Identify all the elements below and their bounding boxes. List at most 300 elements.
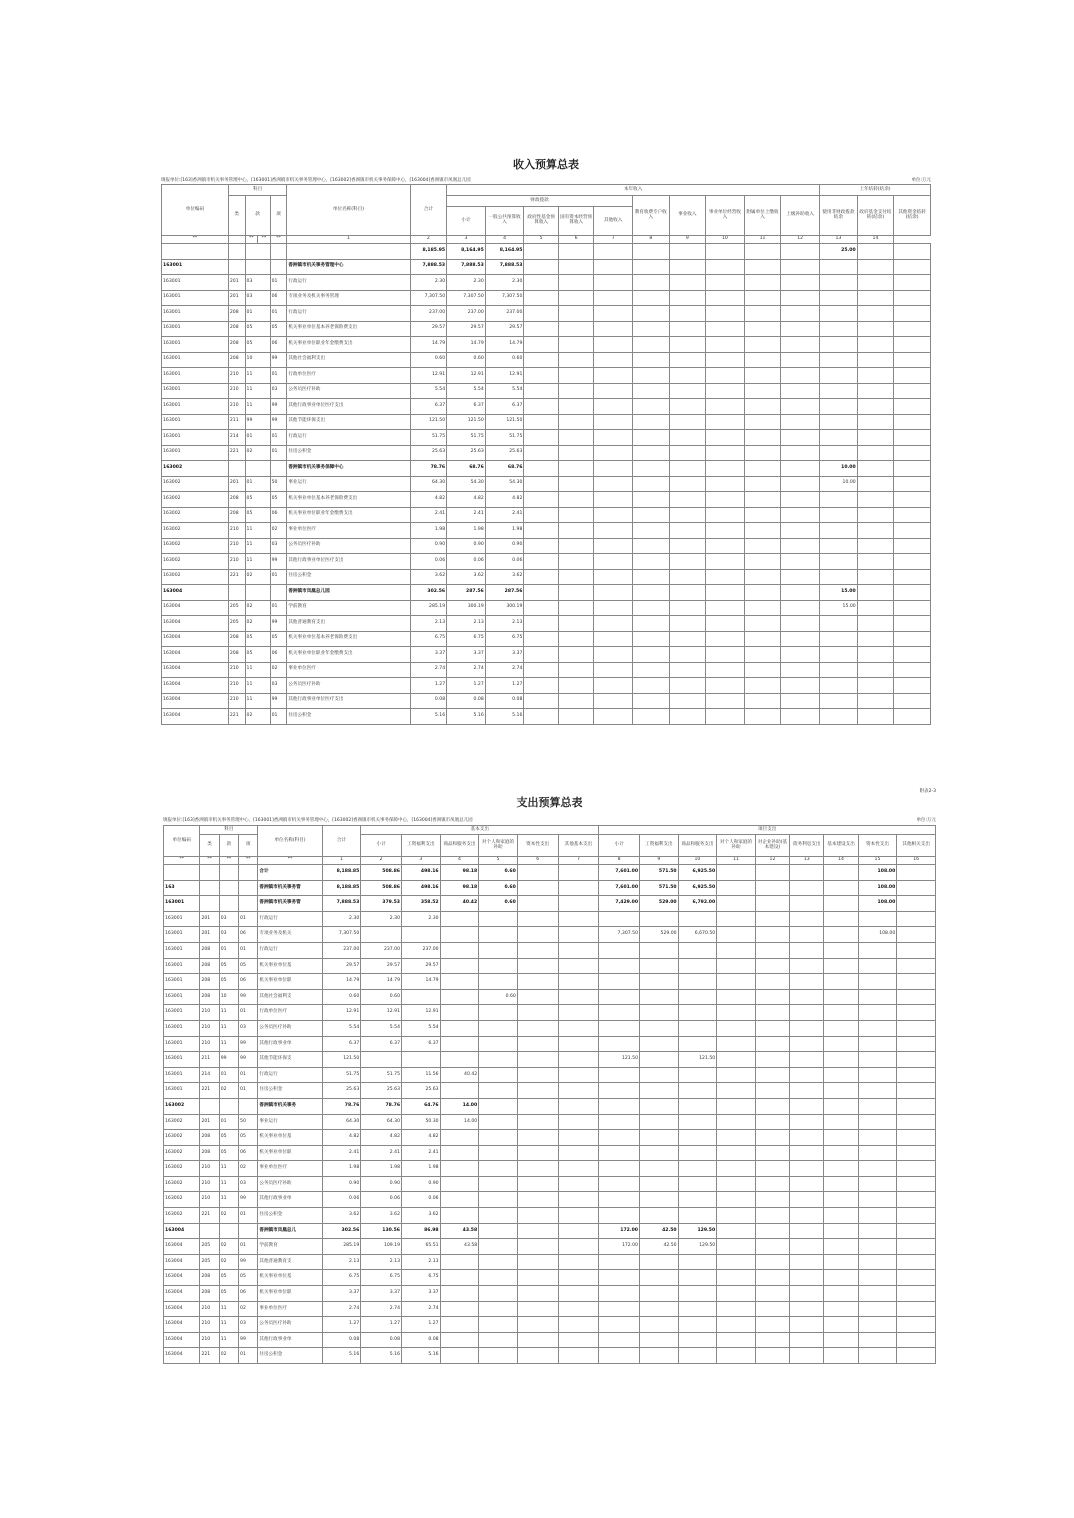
- goods-cell: [440, 974, 479, 990]
- unit-code-cell: 163004: [162, 709, 229, 725]
- general-public-cell: 7,307.50: [485, 290, 524, 306]
- subtotal-cell: 51.75: [447, 430, 486, 446]
- p-subtotal-cell: [599, 1083, 640, 1099]
- empty-cell: [897, 1254, 936, 1270]
- empty-cell: [558, 1176, 599, 1192]
- p-wages-cell: [640, 1161, 679, 1177]
- empty-cell: [633, 244, 670, 260]
- expense-page-label: 附表2-3: [919, 789, 936, 794]
- unit-code-cell: 163002: [162, 492, 229, 508]
- unit-name-cell: 住房公积金: [258, 1348, 322, 1364]
- table-row: [164, 1005, 936, 1021]
- empty-cell: [790, 1067, 824, 1083]
- unit-code-cell: 163002: [162, 476, 229, 492]
- col-kuan: 款: [245, 196, 270, 236]
- empty-cell: [669, 569, 706, 585]
- p-goods-cell: [678, 1005, 717, 1021]
- empty-cell: [594, 678, 633, 694]
- col-subject: 科目: [200, 826, 258, 835]
- empty-cell: [558, 1161, 599, 1177]
- empty-cell: [633, 523, 670, 539]
- empty-cell: [717, 1067, 756, 1083]
- kuan-cell: [219, 1098, 238, 1114]
- subtotal-cell: 29.57: [361, 958, 402, 974]
- empty-cell: [717, 1020, 756, 1036]
- lei-cell: 208: [200, 1286, 219, 1302]
- empty-cell: [755, 989, 789, 1005]
- p-wages-cell: 42.50: [640, 1239, 679, 1255]
- empty-cell: [824, 927, 858, 943]
- wages-cell: [402, 1052, 441, 1068]
- empty-cell: [524, 523, 558, 539]
- unit-name-cell: 香洲镇市机关事务管: [258, 880, 322, 896]
- empty-cell: [894, 585, 931, 601]
- empty-cell: [558, 1208, 599, 1224]
- index-cell: 9: [640, 857, 679, 865]
- p-capital-cell: [858, 1067, 897, 1083]
- empty-cell: [755, 942, 789, 958]
- empty-cell: [558, 430, 594, 446]
- lei-cell: [228, 461, 245, 477]
- index-cell: **: [245, 236, 258, 244]
- unit-code-cell: 163002: [164, 1130, 200, 1146]
- unit-name-cell: 行政运行: [258, 1067, 322, 1083]
- p-capital-cell: [858, 1145, 897, 1161]
- empty-cell: [824, 1005, 858, 1021]
- empty-cell: [790, 1223, 824, 1239]
- empty-cell: [744, 306, 781, 322]
- wages-cell: 2.41: [402, 1145, 441, 1161]
- empty-cell: [790, 880, 824, 896]
- empty-cell: [824, 911, 858, 927]
- unit-name-cell: 住房公积金: [258, 1208, 322, 1224]
- unit-code-cell: 163004: [164, 1348, 200, 1364]
- unit-name-cell: 学前教育: [258, 1239, 322, 1255]
- unit-code-cell: 163004: [164, 1332, 200, 1348]
- p-goods-cell: [678, 1067, 717, 1083]
- xiang-cell: 01: [239, 1208, 258, 1224]
- personal-cell: [479, 1020, 518, 1036]
- empty-cell: [781, 600, 820, 616]
- p-capital-cell: [858, 1192, 897, 1208]
- empty-cell: [781, 709, 820, 725]
- carry-fiscal-cell: [820, 306, 858, 322]
- xiang-cell: 03: [239, 1020, 258, 1036]
- carry-fiscal-cell: [820, 414, 858, 430]
- kuan-cell: 10: [219, 989, 238, 1005]
- total-cell: 8,185.95: [410, 244, 447, 260]
- index-cell: **: [162, 236, 229, 244]
- empty-cell: [558, 1348, 599, 1364]
- lei-cell: 210: [228, 554, 245, 570]
- total-cell: 8,188.85: [322, 865, 361, 881]
- wages-cell: 11.56: [402, 1067, 441, 1083]
- empty-cell: [744, 476, 781, 492]
- subtotal-cell: 237.00: [361, 942, 402, 958]
- empty-cell: [706, 600, 745, 616]
- empty-cell: [558, 1301, 599, 1317]
- empty-cell: [824, 1301, 858, 1317]
- empty-cell: [717, 1317, 756, 1333]
- empty-cell: [594, 476, 633, 492]
- empty-cell: [744, 445, 781, 461]
- empty-cell: [558, 662, 594, 678]
- table-row: [164, 1301, 936, 1317]
- empty-cell: [706, 399, 745, 415]
- empty-cell: [717, 1270, 756, 1286]
- p-goods-cell: [678, 1332, 717, 1348]
- carry-fiscal-cell: [820, 352, 858, 368]
- total-cell: 2.13: [322, 1254, 361, 1270]
- general-public-cell: 8,164.95: [485, 244, 524, 260]
- empty-cell: [669, 600, 706, 616]
- unit-name-cell: 公务员医疗补助: [287, 538, 410, 554]
- carry-fiscal-cell: [820, 507, 858, 523]
- p-capital-cell: 108.00: [858, 880, 897, 896]
- kuan-cell: 03: [245, 290, 270, 306]
- empty-cell: [755, 1145, 789, 1161]
- empty-cell: [717, 1208, 756, 1224]
- empty-cell: [894, 337, 931, 353]
- empty-cell: [633, 399, 670, 415]
- xiang-cell: [239, 1223, 258, 1239]
- subtotal-cell: 4.82: [361, 1130, 402, 1146]
- unit-code-cell: 163001: [162, 259, 229, 275]
- col-unit-code: 单位编码: [164, 826, 200, 857]
- carry-fiscal-cell: [820, 321, 858, 337]
- empty-cell: [717, 1286, 756, 1302]
- goods-cell: [440, 1005, 479, 1021]
- empty-cell: [717, 974, 756, 990]
- unit-name-cell: 事业单位医疗: [258, 1301, 322, 1317]
- p-capital-cell: [858, 1161, 897, 1177]
- p-capital-cell: [858, 1052, 897, 1068]
- unit-code-cell: 163: [164, 880, 200, 896]
- empty-cell: [790, 1254, 824, 1270]
- kuan-cell: 11: [219, 1161, 238, 1177]
- table-row: [164, 1145, 936, 1161]
- empty-cell: [706, 585, 745, 601]
- empty-cell: [744, 647, 781, 663]
- empty-cell: [633, 492, 670, 508]
- total-cell: 0.08: [322, 1332, 361, 1348]
- goods-cell: [440, 1254, 479, 1270]
- empty-cell: [706, 445, 745, 461]
- subtotal-cell: 0.06: [361, 1192, 402, 1208]
- p-capital-cell: [858, 1208, 897, 1224]
- empty-cell: [717, 1145, 756, 1161]
- unit-name-cell: 其他行政事业单位医疗支出: [287, 554, 410, 570]
- xiang-cell: 99: [270, 352, 287, 368]
- xiang-cell: 99: [239, 1192, 258, 1208]
- unit-code-cell: 163001: [162, 414, 229, 430]
- empty-cell: [558, 244, 594, 260]
- empty-cell: [633, 554, 670, 570]
- carry-fiscal-cell: 10.00: [820, 461, 858, 477]
- subtotal-cell: 5.54: [447, 383, 486, 399]
- xiang-cell: 06: [270, 647, 287, 663]
- empty-cell: [781, 476, 820, 492]
- income-table-body: [162, 244, 931, 725]
- unit-code-cell: 163004: [162, 647, 229, 663]
- p-capital-cell: [858, 1286, 897, 1302]
- empty-cell: [857, 709, 894, 725]
- kuan-cell: 01: [245, 476, 270, 492]
- unit-code-cell: 163002: [162, 538, 229, 554]
- col-kuan: 款: [219, 835, 238, 857]
- subtotal-cell: [361, 1052, 402, 1068]
- empty-cell: [781, 275, 820, 291]
- expense-unit-label: 单位:万元: [916, 818, 936, 823]
- empty-cell: [558, 461, 594, 477]
- unit-name-cell: 机关事业单位职业年金缴费支出: [287, 507, 410, 523]
- table-row: [164, 958, 936, 974]
- unit-code-cell: 163004: [164, 1270, 200, 1286]
- expense-filing-unit: 填报单位:[163]香洲镇市机关事务管理中心，[163001]香洲镇市机关事务管理中心，[163002]香洲镇市机关事务保障中心，[163004]香洲镇市凤凰总儿园: [163, 818, 473, 823]
- empty-cell: [790, 1286, 824, 1302]
- empty-cell: [755, 880, 789, 896]
- empty-cell: [669, 445, 706, 461]
- total-cell: 2.41: [410, 507, 447, 523]
- empty-cell: [706, 662, 745, 678]
- empty-cell: [744, 337, 781, 353]
- empty-cell: [744, 461, 781, 477]
- kuan-cell: 11: [245, 399, 270, 415]
- empty-cell: [790, 1317, 824, 1333]
- kuan-cell: 11: [219, 1332, 238, 1348]
- empty-cell: [894, 259, 931, 275]
- empty-cell: [517, 1114, 558, 1130]
- xiang-cell: 06: [270, 337, 287, 353]
- lei-cell: 208: [228, 321, 245, 337]
- empty-cell: [857, 616, 894, 632]
- lei-cell: 208: [200, 974, 219, 990]
- empty-cell: [669, 693, 706, 709]
- table-row: [164, 911, 936, 927]
- carry-fiscal-cell: [820, 662, 858, 678]
- total-cell: 7,307.50: [322, 927, 361, 943]
- lei-cell: 201: [228, 290, 245, 306]
- wages-cell: 2.30: [402, 911, 441, 927]
- total-cell: 64.30: [322, 1114, 361, 1130]
- col-p-personal: 对个人和家庭的补助: [717, 835, 756, 857]
- xiang-cell: 99: [270, 554, 287, 570]
- index-cell: 2: [361, 857, 402, 865]
- col-other-income: 其他收入: [594, 207, 633, 236]
- empty-cell: [790, 1192, 824, 1208]
- subtotal-cell: 6.37: [447, 399, 486, 415]
- empty-cell: [558, 678, 594, 694]
- unit-name-cell: 住房公积金: [287, 445, 410, 461]
- general-public-cell: 300.19: [485, 600, 524, 616]
- empty-cell: [744, 492, 781, 508]
- col-carryover: 上年结转(结余): [820, 185, 931, 196]
- empty-cell: [558, 492, 594, 508]
- kuan-cell: 05: [219, 958, 238, 974]
- index-cell: 7: [558, 857, 599, 865]
- kuan-cell: 02: [219, 1254, 238, 1270]
- kuan-cell: 01: [219, 1114, 238, 1130]
- unit-name-cell: 其他社会福利支: [258, 989, 322, 1005]
- xiang-cell: 01: [239, 1239, 258, 1255]
- total-cell: 0.60: [322, 989, 361, 1005]
- kuan-cell: [245, 461, 270, 477]
- empty-cell: [894, 476, 931, 492]
- empty-cell: [824, 1332, 858, 1348]
- kuan-cell: 05: [219, 1145, 238, 1161]
- lei-cell: 208: [200, 958, 219, 974]
- empty-cell: [894, 569, 931, 585]
- empty-cell: [790, 958, 824, 974]
- table-row: [164, 865, 936, 881]
- empty-cell: [894, 275, 931, 291]
- empty-cell: [524, 507, 558, 523]
- personal-cell: 0.60: [479, 880, 518, 896]
- subtotal-cell: 14.79: [447, 337, 486, 353]
- empty-cell: [558, 1317, 599, 1333]
- empty-cell: [824, 865, 858, 881]
- lei-cell: [200, 865, 219, 881]
- empty-cell: [857, 585, 894, 601]
- empty-cell: [897, 1005, 936, 1021]
- lei-cell: 210: [228, 368, 245, 384]
- subtotal-cell: 379.53: [361, 896, 402, 912]
- subtotal-cell: 0.06: [447, 554, 486, 570]
- empty-cell: [517, 1176, 558, 1192]
- empty-cell: [706, 259, 745, 275]
- unit-code-cell: 163001: [164, 1052, 200, 1068]
- empty-cell: [524, 461, 558, 477]
- empty-cell: [558, 1223, 599, 1239]
- p-wages-cell: [640, 942, 679, 958]
- subtotal-cell: 68.76: [447, 461, 486, 477]
- carry-fiscal-cell: [820, 290, 858, 306]
- carry-fiscal-cell: [820, 523, 858, 539]
- general-public-cell: 2.41: [485, 507, 524, 523]
- unit-code-cell: 163001: [162, 430, 229, 446]
- empty-cell: [744, 569, 781, 585]
- empty-cell: [755, 1098, 789, 1114]
- empty-cell: [755, 1005, 789, 1021]
- total-cell: 5.16: [322, 1348, 361, 1364]
- empty-cell: [744, 600, 781, 616]
- empty-cell: [633, 709, 670, 725]
- empty-cell: [517, 974, 558, 990]
- empty-cell: [524, 554, 558, 570]
- empty-cell: [594, 507, 633, 523]
- empty-cell: [857, 430, 894, 446]
- empty-cell: [706, 321, 745, 337]
- unit-code-cell: 163002: [164, 1114, 200, 1130]
- empty-cell: [857, 445, 894, 461]
- table-row: [162, 693, 931, 709]
- unit-name-cell: 香洲镇市机关事务: [258, 1098, 322, 1114]
- unit-code-cell: 163004: [164, 1254, 200, 1270]
- subtotal-cell: 54.30: [447, 476, 486, 492]
- unit-name-cell: 公务员医疗补助: [258, 1176, 322, 1192]
- xiang-cell: 99: [270, 693, 287, 709]
- empty-cell: [717, 1130, 756, 1146]
- empty-cell: [524, 476, 558, 492]
- xiang-cell: [270, 461, 287, 477]
- kuan-cell: [245, 244, 270, 260]
- empty-cell: [824, 1052, 858, 1068]
- index-cell: **: [219, 857, 238, 865]
- empty-cell: [857, 321, 894, 337]
- carry-fiscal-cell: 25.00: [820, 244, 858, 260]
- empty-cell: [633, 275, 670, 291]
- lei-cell: 211: [200, 1052, 219, 1068]
- general-public-cell: 0.90: [485, 538, 524, 554]
- col-gov-fund: 政府性基金预算收入: [524, 207, 558, 236]
- wages-cell: 4.82: [402, 1130, 441, 1146]
- p-capital-cell: [858, 1317, 897, 1333]
- empty-cell: [897, 1208, 936, 1224]
- subtotal-cell: 1.27: [361, 1317, 402, 1333]
- table-row: [162, 275, 931, 291]
- unit-code-cell: 163002: [164, 1161, 200, 1177]
- total-cell: 25.63: [410, 445, 447, 461]
- xiang-cell: 99: [239, 989, 258, 1005]
- subtotal-cell: 2.13: [447, 616, 486, 632]
- p-subtotal-cell: [599, 1208, 640, 1224]
- empty-cell: [717, 1083, 756, 1099]
- subtotal-cell: 0.90: [361, 1176, 402, 1192]
- personal-cell: [479, 1286, 518, 1302]
- empty-cell: [633, 337, 670, 353]
- empty-cell: [857, 678, 894, 694]
- goods-cell: 43.58: [440, 1223, 479, 1239]
- unit-name-cell: 其他行政事业单位医疗支出: [287, 693, 410, 709]
- empty-cell: [517, 1036, 558, 1052]
- kuan-cell: 02: [219, 1083, 238, 1099]
- p-subtotal-cell: [599, 911, 640, 927]
- carry-fiscal-cell: [820, 647, 858, 663]
- carry-fiscal-cell: [820, 259, 858, 275]
- empty-cell: [755, 1020, 789, 1036]
- xiang-cell: [270, 259, 287, 275]
- p-goods-cell: [678, 1114, 717, 1130]
- empty-cell: [706, 476, 745, 492]
- wages-cell: 14.79: [402, 974, 441, 990]
- unit-name-cell: 行政运行: [258, 911, 322, 927]
- carry-fiscal-cell: 15.00: [820, 600, 858, 616]
- empty-cell: [558, 368, 594, 384]
- empty-cell: [824, 1348, 858, 1364]
- carry-fiscal-cell: [820, 492, 858, 508]
- personal-cell: [479, 1067, 518, 1083]
- income-index-row: [162, 236, 931, 244]
- lei-cell: 221: [228, 569, 245, 585]
- unit-name-cell: 机关事业单位基: [258, 1270, 322, 1286]
- empty-cell: [744, 678, 781, 694]
- empty-cell: [517, 880, 558, 896]
- unit-code-cell: 163002: [162, 554, 229, 570]
- empty-cell: [594, 368, 633, 384]
- empty-cell: [524, 290, 558, 306]
- empty-cell: [706, 523, 745, 539]
- total-cell: 0.06: [322, 1192, 361, 1208]
- p-goods-cell: [678, 1161, 717, 1177]
- empty-cell: [558, 1052, 599, 1068]
- expense-index-row: [164, 857, 936, 865]
- col-xiang: 项: [270, 196, 287, 236]
- table-row: [162, 321, 931, 337]
- carry-fiscal-cell: [820, 616, 858, 632]
- empty-cell: [744, 368, 781, 384]
- empty-cell: [824, 1223, 858, 1239]
- empty-cell: [669, 538, 706, 554]
